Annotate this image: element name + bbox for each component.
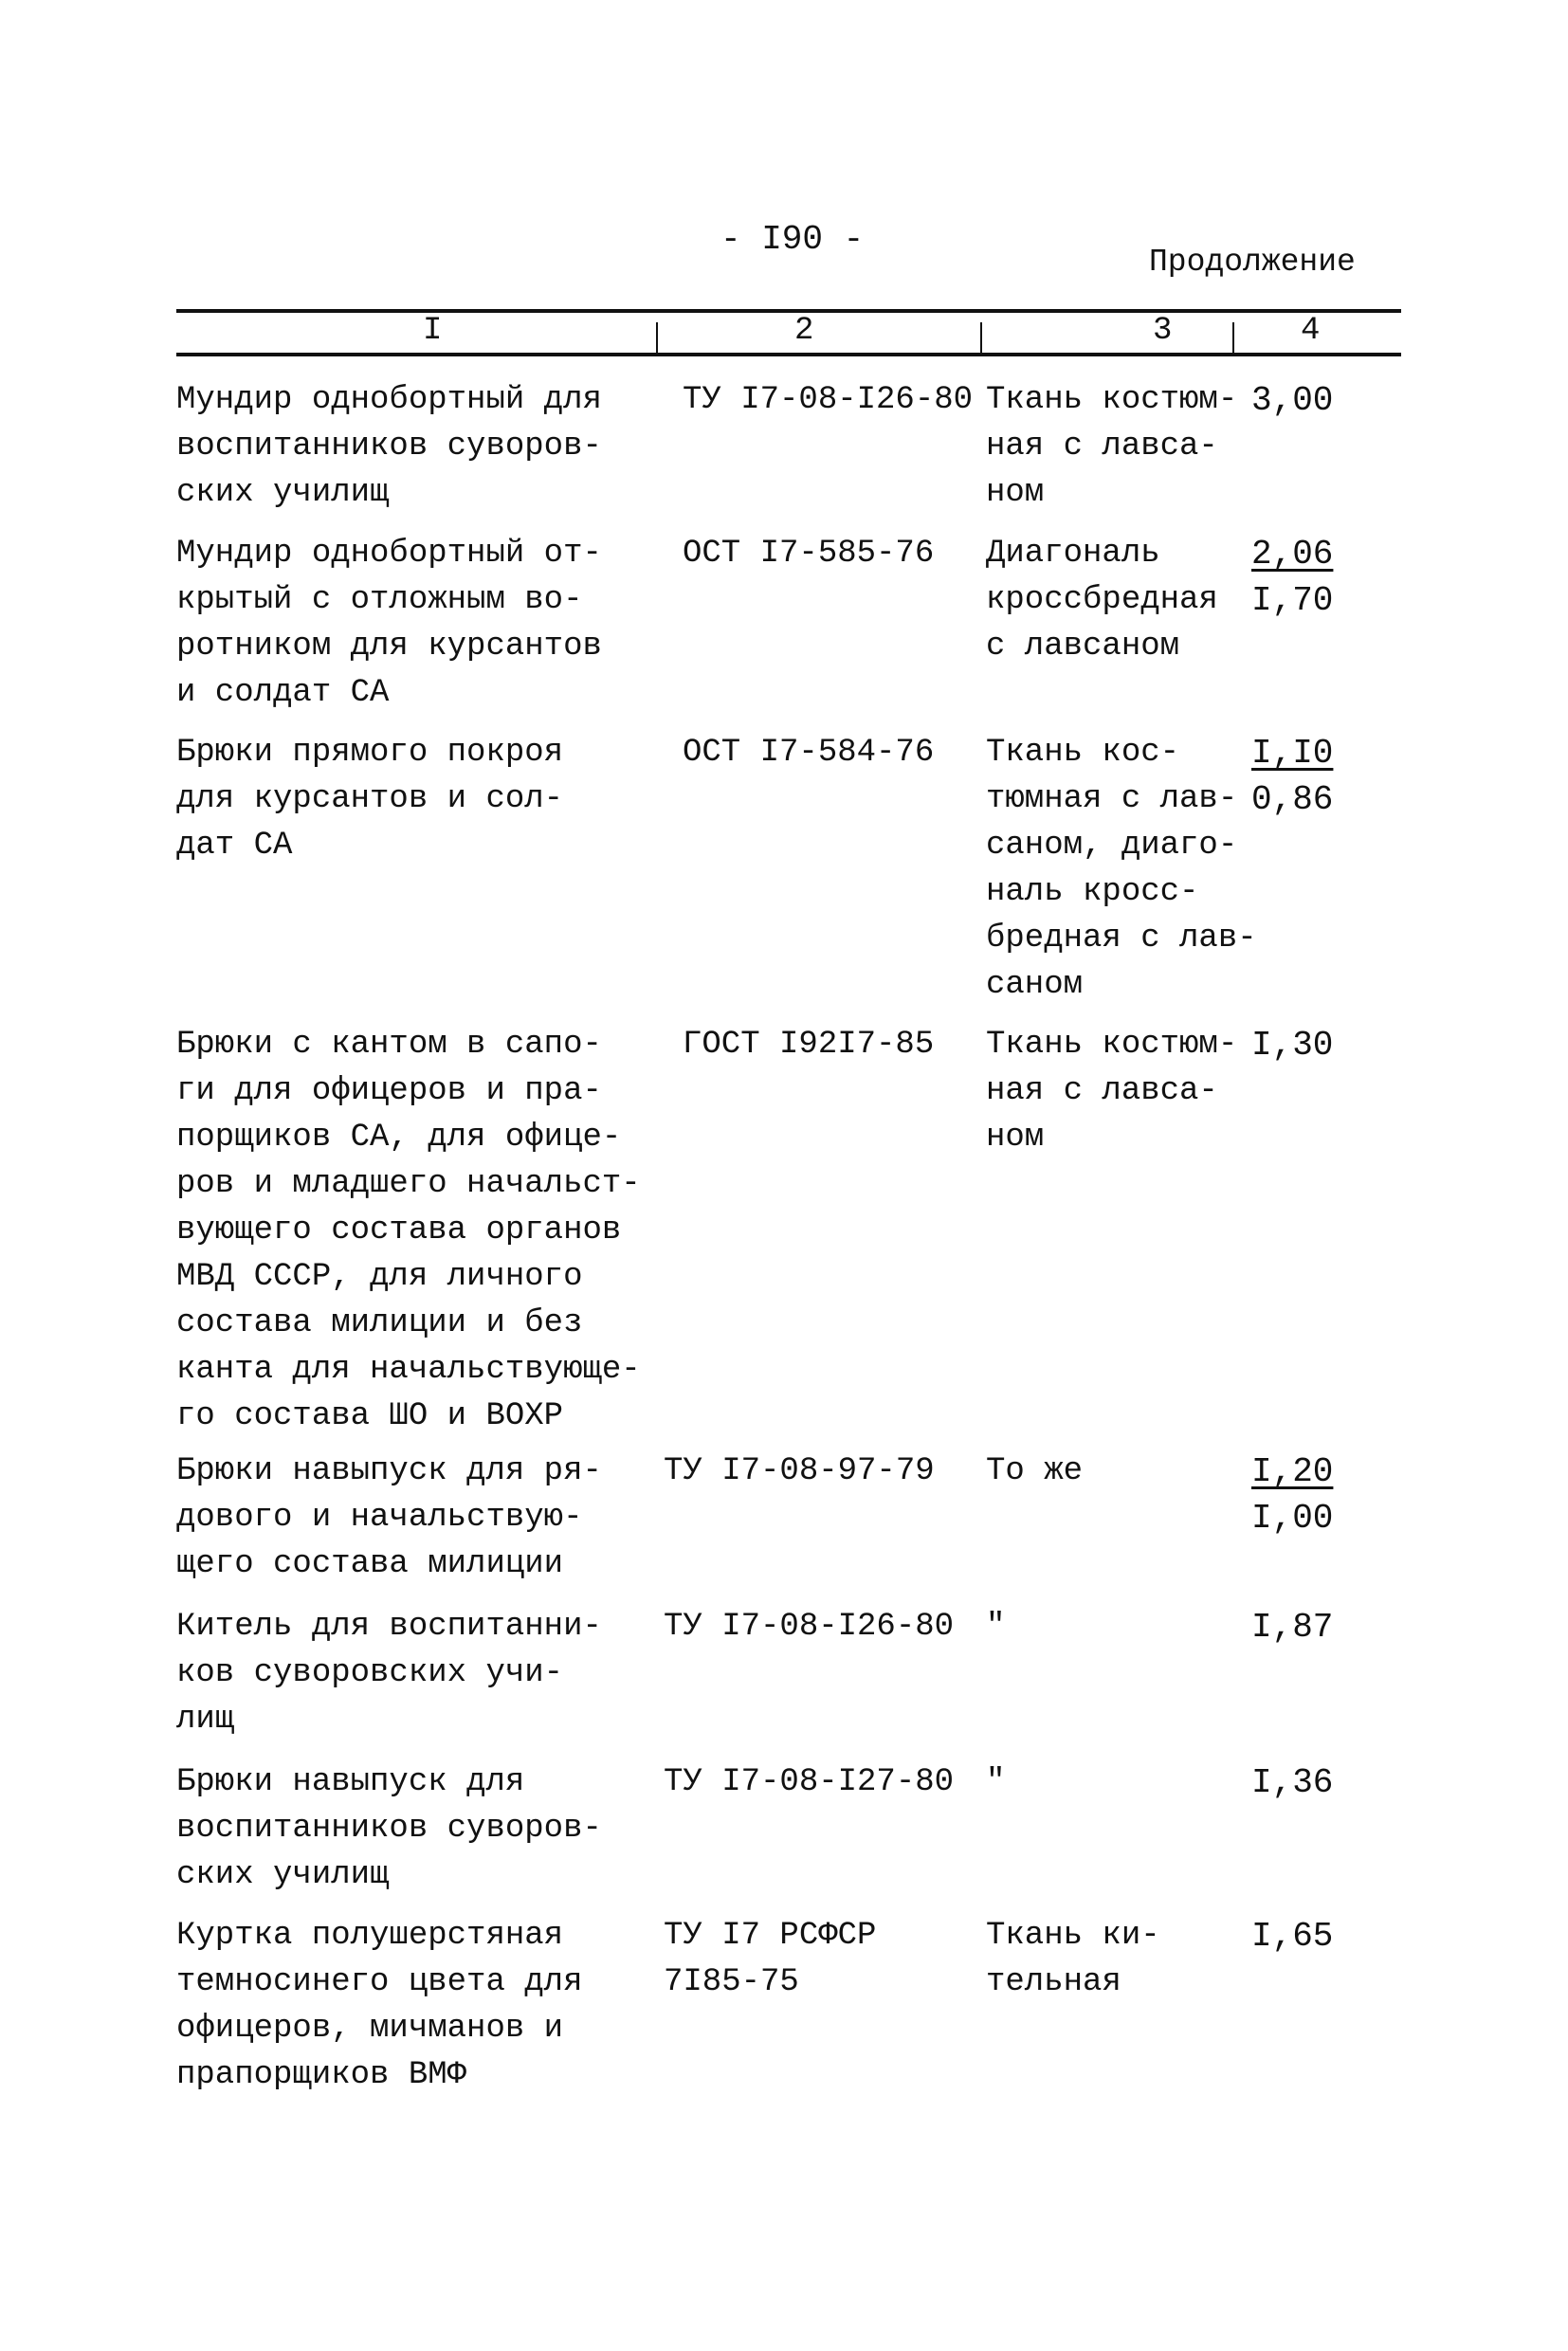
table-header-rule bbox=[176, 353, 1401, 356]
header-separator bbox=[980, 322, 982, 355]
item-norm: I,65 bbox=[1251, 1917, 1334, 1956]
item-name: Брюки навыпуск для воспитанников суворов- ских училищ bbox=[176, 1764, 602, 1893]
item-name: Куртка полушерстяная темносинего цвета для офицеров, мичманов и прапорщиков ВМФ bbox=[176, 1918, 583, 2093]
item-material: Диагональ кроссбредная с лавсаном bbox=[986, 536, 1218, 665]
item-norm: I,30 bbox=[1251, 1026, 1334, 1065]
item-norm: 2,06 I,70 bbox=[1251, 535, 1334, 620]
item-norm: I,I0 0,86 bbox=[1251, 734, 1334, 819]
item-name: Брюки навыпуск для ря- дового и начальствую- щего состава милиции bbox=[176, 1453, 602, 1582]
item-norm: I,20 I,00 bbox=[1251, 1452, 1334, 1538]
header-separator bbox=[656, 322, 658, 355]
item-name: Китель для воспитанни- ков суворовских учи- лищ bbox=[176, 1609, 602, 1738]
continuation-label: Продолжение bbox=[1149, 245, 1356, 280]
header-col-1: I bbox=[423, 313, 443, 349]
item-material: Ткань костюм- ная с лавса- ном bbox=[986, 1027, 1238, 1156]
item-name: Брюки с кантом в сапо- ги для офицеров и пра- порщиков СА, для офице- ров и младшего начальст- вующего состава органов МВД СССР, для личного состава милиции и без канта для начальствующе- го состава ШО и ВОХР bbox=[176, 1027, 641, 1434]
item-standard: ОСТ I7-585-76 bbox=[683, 536, 935, 572]
item-norm: I,87 bbox=[1251, 1608, 1334, 1647]
header-col-4: 4 bbox=[1301, 313, 1321, 349]
ditto-mark: " bbox=[986, 1764, 1006, 1800]
item-material: Ткань ки- тельная bbox=[986, 1918, 1160, 2000]
item-standard: ТУ I7 РСФСР 7I85-75 bbox=[664, 1918, 877, 2000]
item-norm: I,36 bbox=[1251, 1763, 1334, 1802]
item-material: То же bbox=[986, 1453, 1084, 1489]
item-material: Ткань костюм- ная с лавса- ном bbox=[986, 382, 1238, 511]
item-standard: ТУ I7-08-I26-80 bbox=[664, 1609, 955, 1645]
header-separator bbox=[1232, 322, 1234, 355]
table-top-rule bbox=[176, 309, 1401, 313]
ditto-mark: " bbox=[986, 1609, 1006, 1645]
item-standard: ТУ I7-08-I27-80 bbox=[664, 1764, 955, 1800]
item-name: Мундир однобортный от- крытый с отложным во- ротником для курсантов и солдат СА bbox=[176, 536, 602, 711]
header-col-2: 2 bbox=[794, 313, 814, 349]
item-standard: ТУ I7-08-97-79 bbox=[664, 1453, 935, 1489]
item-standard: ОСТ I7-584-76 bbox=[683, 735, 935, 771]
item-standard: ТУ I7-08-I26-80 bbox=[683, 382, 974, 418]
header-col-3: 3 bbox=[1153, 313, 1173, 349]
item-material: Ткань кос- тюмная с лав- саном, диаго- наль кросс- бредная с лав- саном bbox=[986, 735, 1257, 1003]
page-number: - I90 - bbox=[720, 220, 865, 259]
item-norm: 3,00 bbox=[1251, 381, 1334, 420]
item-standard: ГОСТ I92I7-85 bbox=[683, 1027, 935, 1063]
item-name: Мундир однобортный для воспитанников суворов- ских училищ bbox=[176, 382, 602, 511]
item-name: Брюки прямого покроя для курсантов и сол- дат СА bbox=[176, 735, 564, 864]
